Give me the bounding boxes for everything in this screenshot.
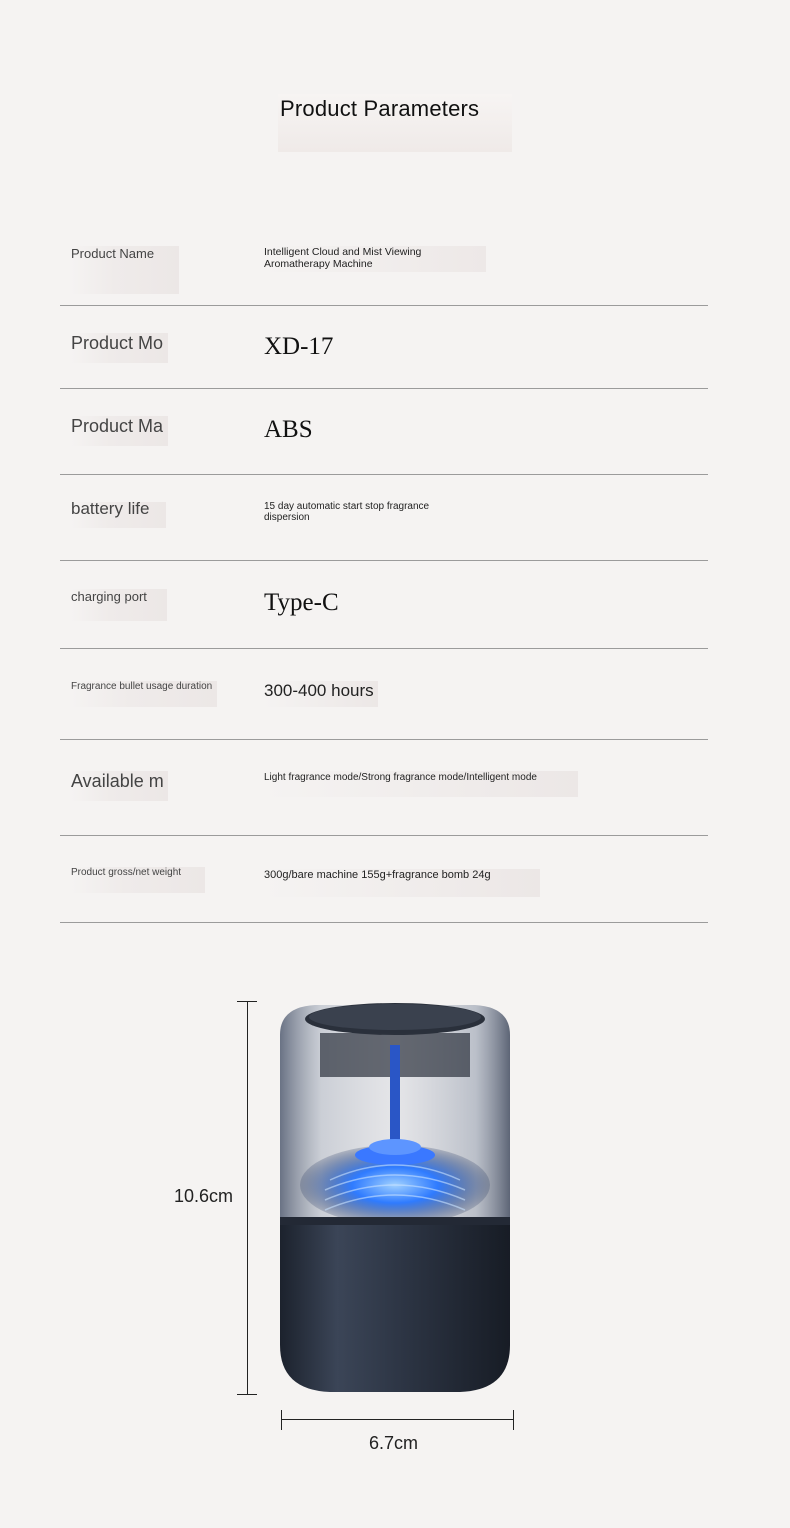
table-row <box>60 388 708 475</box>
width-label: 6.7cm <box>369 1433 419 1453</box>
param-label: Product Mo <box>71 333 168 363</box>
height-label: 10.6cm <box>174 1186 234 1206</box>
param-value: Intelligent Cloud and Mist Viewing Aromatherapy Machine <box>264 246 486 272</box>
aromatherapy-machine-image <box>270 995 520 1397</box>
height-ruler-top-tick <box>237 1001 257 1002</box>
width-ruler-left-tick <box>281 1410 282 1430</box>
table-row <box>60 474 708 561</box>
param-value: 300g/bare machine 155g+fragrance bomb 24g <box>264 869 540 897</box>
height-ruler <box>247 1001 248 1395</box>
param-value: XD-17 <box>264 333 334 360</box>
table-row <box>60 739 708 836</box>
param-value: Light fragrance mode/Strong fragrance mode/Intelligent mode <box>264 771 578 797</box>
param-value: 15 day automatic start stop fragrance dispersion <box>264 501 430 523</box>
table-row <box>60 648 708 740</box>
table-row <box>60 225 708 306</box>
param-value: 300-400 hours <box>264 681 378 707</box>
param-label: Available m <box>71 771 168 801</box>
table-row <box>60 560 708 649</box>
width-ruler-right-tick <box>513 1410 514 1430</box>
page-title: Product Parameters <box>278 94 512 152</box>
param-label: Product Name <box>71 246 179 294</box>
table-row <box>60 835 708 923</box>
param-label: Product Ma <box>71 416 168 446</box>
param-label: Product gross/net weight <box>71 867 205 893</box>
param-label: battery life <box>71 502 166 528</box>
width-ruler <box>281 1419 514 1420</box>
param-value: ABS <box>264 416 313 443</box>
param-label: charging port <box>71 589 167 621</box>
height-ruler-bottom-tick <box>237 1394 257 1395</box>
param-label: Fragrance bullet usage duration <box>71 681 217 707</box>
table-row <box>60 305 708 389</box>
param-value: Type-C <box>264 589 339 616</box>
